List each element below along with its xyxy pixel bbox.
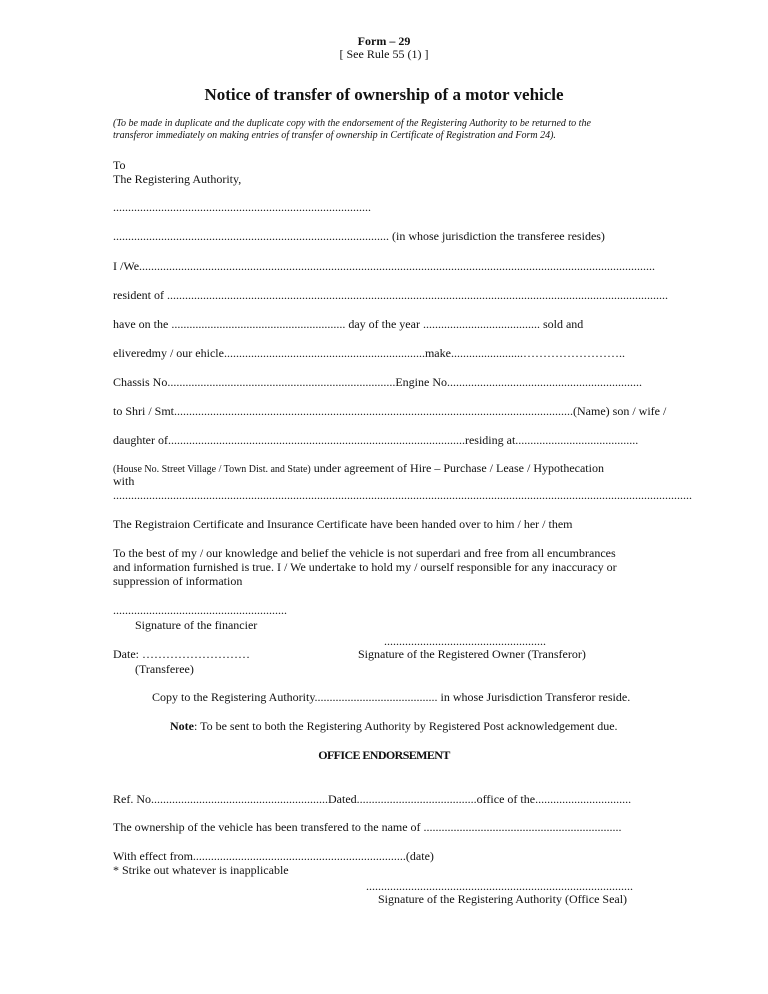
shri-smt-line: to Shri / Smt.....................................................................................................................................(Name) son / wife / [113, 404, 667, 418]
copy-to-authority-line: Copy to the Registering Authority......................................... in whose Jurisdiction Transferor reside. [152, 690, 631, 704]
agreement-text: under agreement of Hire – Purchase / Lease / Hypothecation [310, 461, 604, 475]
registering-authority-label: The Registering Authority, [113, 172, 242, 186]
form-number: Form – 29 [357, 34, 411, 48]
note-label: Note [170, 719, 194, 733]
belief-statement-line-3: suppression of information [113, 574, 243, 588]
authority-blank-1: ...................................................................................... [113, 200, 371, 214]
effect-date-line: With effect from.......................................................................(date) [113, 849, 434, 863]
strike-out-note: * Strike out whatever is inapplicable [113, 863, 289, 877]
belief-statement-line-1: To the best of my / our knowledge and belief the vehicle is not superdari and free from all encumbrances [113, 546, 616, 560]
transferee-label: (Transferee) [135, 662, 194, 676]
page-title: Notice of transfer of ownership of a motor vehicle [204, 85, 564, 104]
owner-signature-blank: ...................................................... [384, 634, 546, 648]
office-endorsement-heading: OFFICE ENDORSEMENT [318, 748, 450, 762]
delivered-vehicle-line: eliveredmy / our ehicle...................................................................make........................…………………….. [113, 346, 625, 360]
i-we-line: I /We............................................................................................................................................................................ [113, 259, 656, 273]
instruction-line-2: transferor immediately on making entries of transfer of ownership in Certificate of Registration and Form 24). [113, 130, 556, 141]
note-text: : To be sent to both the Registering Authority by Registered Post acknowledgement due. [194, 719, 618, 733]
belief-statement-line-2: and information furnished is true. I / We undertake to hold my / ourself responsible for any inaccuracy or [113, 560, 617, 574]
authority-signature-label: Signature of the Registering Authority (Office Seal) [378, 892, 628, 906]
authority-blank-2: ............................................................................................ (in whose jurisdiction the transferee resides) [113, 229, 605, 243]
with-blank: ................................................................................................................................................................................................. [113, 488, 692, 502]
ref-dated-office-line: Ref. No...........................................................Dated........................................office of the................................ [113, 792, 632, 806]
date-label: Date: ……………………… [113, 647, 250, 661]
address-format-hint: (House No. Street Village / Town Dist. and State) [113, 464, 311, 475]
owner-signature-label: Signature of the Registered Owner (Transferor) [358, 647, 586, 661]
financier-signature-blank: .......................................................... [113, 603, 287, 617]
instruction-line-1: (To be made in duplicate and the duplicate copy with the endorsement of the Registering Authority to be returned to the [113, 118, 591, 129]
rule-reference: [ See Rule 55 (1) ] [339, 47, 429, 61]
chassis-engine-line: Chassis No............................................................................Engine No................................................................. [113, 375, 642, 389]
have-on-line: have on the .......................................................... day of the year ....................................... sold and [113, 317, 584, 331]
to-label: To [113, 158, 126, 172]
note-line [170, 719, 618, 734]
with-label: with [113, 474, 135, 488]
ownership-transferred-line: The ownership of the vehicle has been transfered to the name of .................................................................. [113, 820, 622, 834]
daughter-residing-line: daughter of...................................................................................................residing at......................................... [113, 433, 639, 447]
resident-line: resident of ....................................................................................................................................................................... [113, 288, 668, 302]
authority-signature-blank: ......................................................................................... [366, 879, 633, 893]
address-agreement-line [113, 461, 604, 477]
rc-handover-statement: The Registraion Certificate and Insurance Certificate have been handed over to him / her / them [113, 517, 573, 531]
financier-signature-label: Signature of the financier [135, 618, 258, 632]
